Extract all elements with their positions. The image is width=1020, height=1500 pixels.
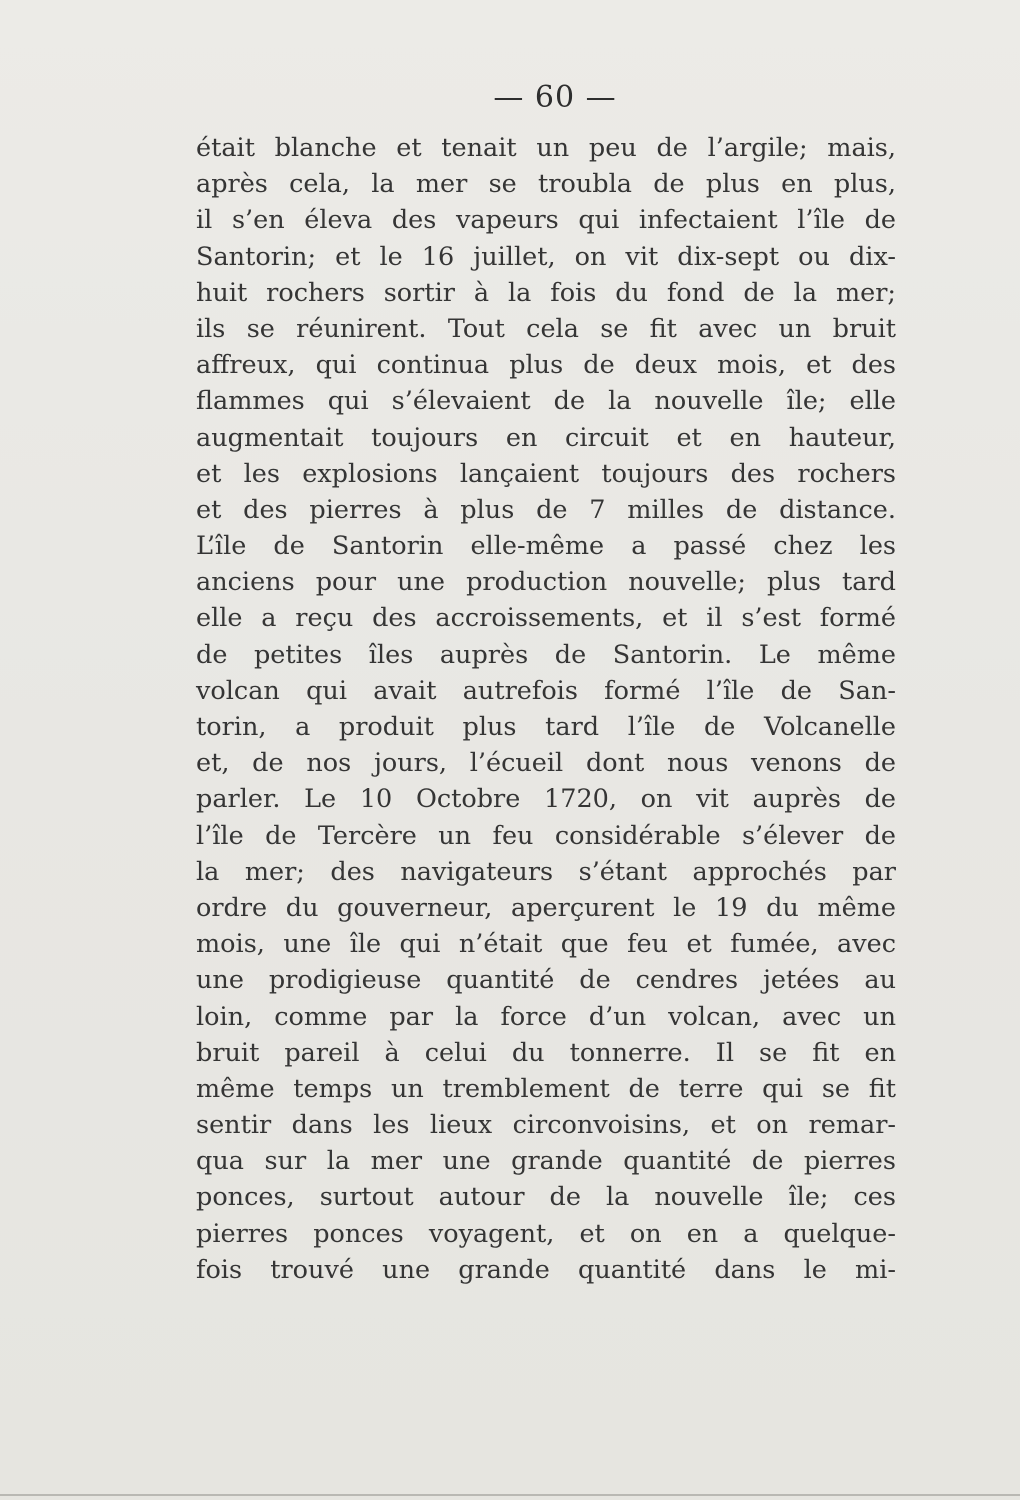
text-line: une prodigieuse quantité de cendres jetées au — [196, 965, 896, 996]
text-line: bruit pareil à celui du tonnerre. Il se fit en — [196, 1037, 896, 1068]
text-line: L’île de Santorin elle-même a passé chez les — [196, 531, 896, 562]
text-line: parler. Le 10 Octobre 1720, on vit auprès de — [196, 784, 896, 815]
text-line: mois, une île qui n’était que feu et fumée, avec — [196, 929, 896, 960]
text-line: ponces, surtout autour de la nouvelle île; ces — [196, 1182, 896, 1213]
text-line: après cela, la mer se troubla de plus en plus, — [196, 169, 896, 200]
text-line: la mer; des navigateurs s’étant approchés par — [196, 856, 896, 887]
text-line: volcan qui avait autrefois formé l’île de San- — [196, 675, 896, 706]
text-line: augmentait toujours en circuit et en hauteur, — [196, 422, 896, 453]
page-number: — 60 — — [493, 80, 617, 115]
text-line: et les explosions lançaient toujours des rochers — [196, 458, 896, 489]
body-text — [196, 130, 896, 1288]
text-line: Santorin; et le 16 juillet, on vit dix-sept ou dix- — [196, 241, 896, 272]
text-line: il s’en éleva des vapeurs qui infectaient l’île de — [196, 205, 896, 236]
text-line: huit rochers sortir à la fois du fond de la mer; — [196, 277, 896, 308]
text-line: anciens pour une production nouvelle; plus tard — [196, 567, 896, 598]
text-line: sentir dans les lieux circonvoisins, et on remar- — [196, 1110, 896, 1141]
text-line: même temps un tremblement de terre qui se fit — [196, 1073, 896, 1104]
text-line: pierres ponces voyagent, et on en a quelque- — [196, 1218, 896, 1249]
text-line: elle a reçu des accroissements, et il s’est formé — [196, 603, 896, 634]
text-line: affreux, qui continua plus de deux mois, et des — [196, 350, 896, 381]
text-line: et, de nos jours, l’écueil dont nous venons de — [196, 748, 896, 779]
page-edge-divider — [0, 1494, 1020, 1496]
text-line: loin, comme par la force d’un volcan, avec un — [196, 1001, 896, 1032]
text-line: flammes qui s’élevaient de la nouvelle île; elle — [196, 386, 896, 417]
text-line: était blanche et tenait un peu de l’argile; mais, — [196, 133, 896, 163]
text-line: ordre du gouverneur, aperçurent le 19 du même — [196, 892, 896, 923]
text-line: de petites îles auprès de Santorin. Le même — [196, 639, 896, 670]
text-line: torin, a produit plus tard l’île de Volcanelle — [196, 712, 896, 742]
text-line: fois trouvé une grande quantité dans le mi- — [196, 1254, 896, 1285]
text-line: qua sur la mer une grande quantité de pierres — [196, 1146, 896, 1177]
text-line: et des pierres à plus de 7 milles de distance. — [196, 494, 896, 525]
text-line: l’île de Tercère un feu considérable s’élever de — [196, 820, 896, 851]
text-line: ils se réunirent. Tout cela se fit avec un bruit — [196, 313, 896, 344]
